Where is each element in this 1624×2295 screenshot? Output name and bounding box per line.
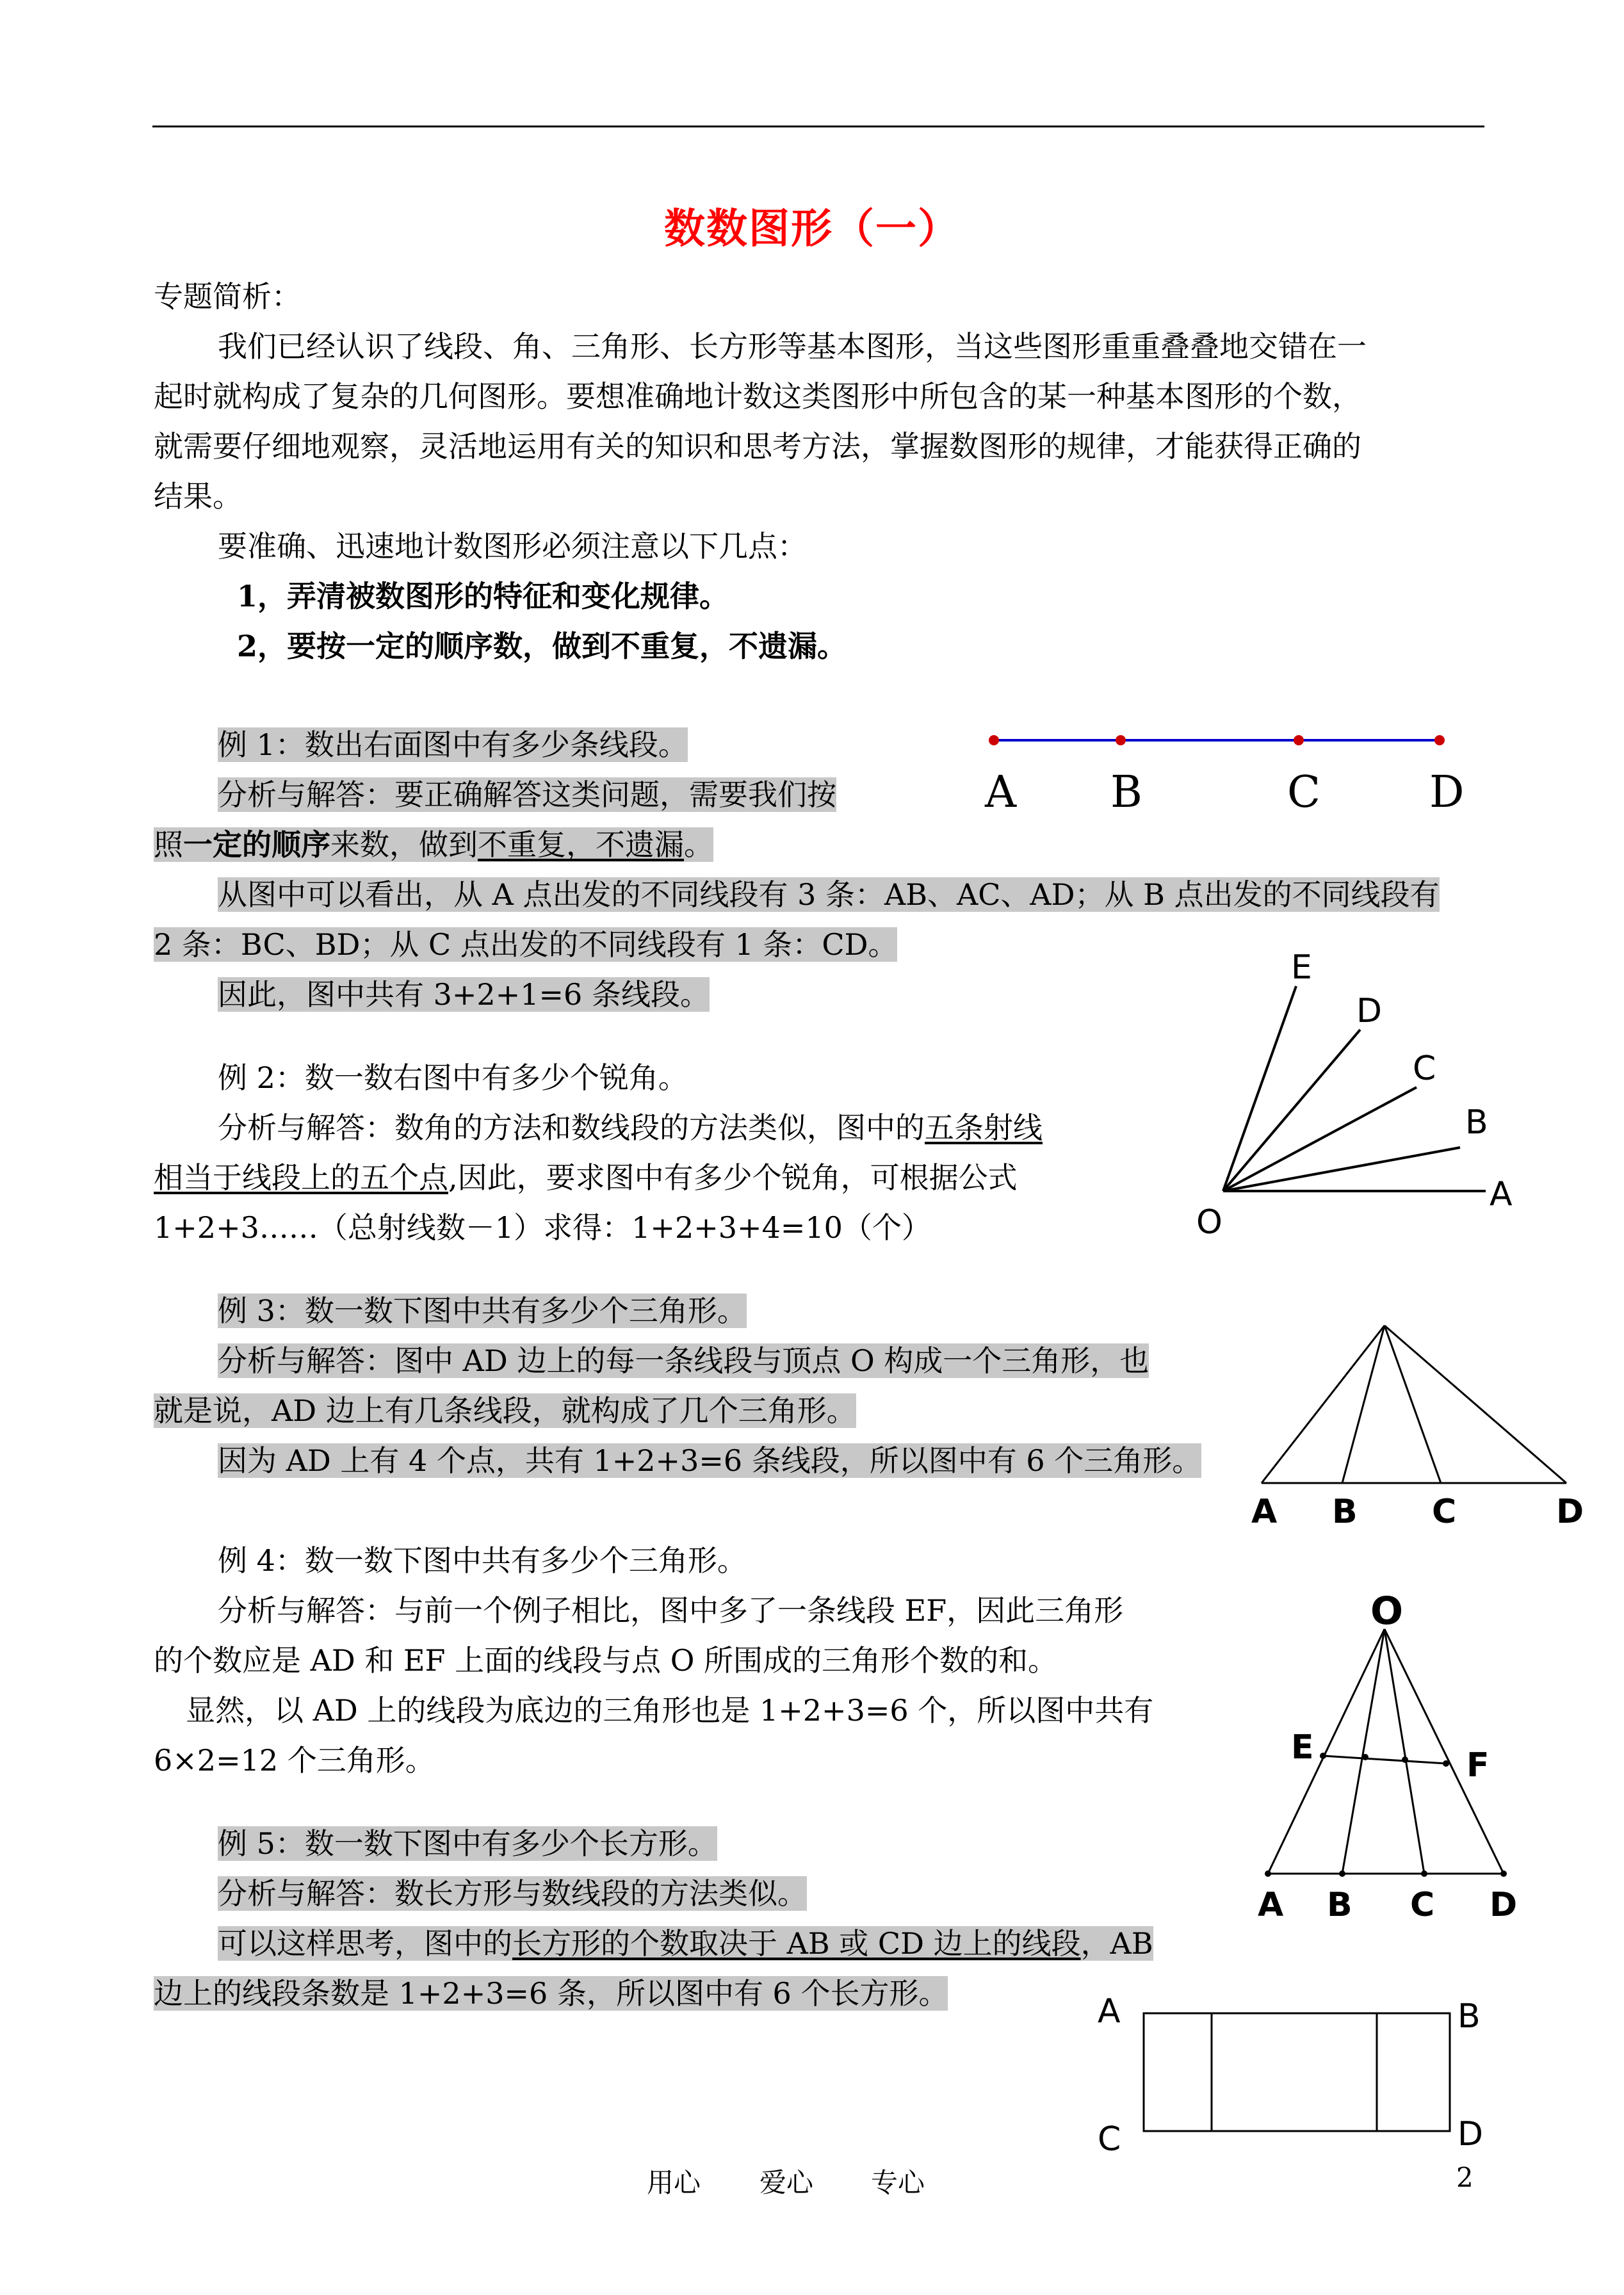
footer-motto-3: 专心	[871, 2167, 925, 2198]
ex4-question: 例 4：数一数下图中共有多少个三角形。	[218, 1543, 747, 1578]
intro-line-2: 起时就构成了复杂的几何图形。要想准确地计数这类图形中所包含的某一种基本图形的个数，	[154, 379, 1361, 414]
page-title: 数数图形（一）	[664, 205, 960, 253]
ex4-answer-line-2: 的个数应是 AD 和 EF 上面的线段与点 O 所围成的三角形个数的和。	[154, 1643, 1058, 1678]
ex3-question: 例 3：数一数下图中共有多少个三角形。	[218, 1293, 747, 1328]
label-b: B	[1332, 1493, 1358, 1531]
label-d: D	[1556, 1493, 1584, 1531]
point-a	[989, 735, 999, 745]
ex2-answer-line-3: 1+2+3……（总射线数－1）求得：1+2+3+4=10（个）	[154, 1210, 931, 1245]
ex1-question: 例 1：数出右面图中有多少条线段。	[218, 727, 688, 762]
ex3-answer-line-1: 分析与解答：图中 AD 边上的每一条线段与顶点 O 构成一个三角形，也	[218, 1343, 1149, 1378]
label-b: B	[1327, 1886, 1352, 1924]
label-f: F	[1466, 1746, 1490, 1785]
intro-line-1: 我们已经认识了线段、角、三角形、长方形等基本图形，当这些图形重重叠叠地交错在一	[218, 329, 1367, 364]
intro-heading: 专题简析：	[154, 279, 301, 314]
label-b: B	[1110, 767, 1142, 818]
label-c: C	[1432, 1493, 1457, 1531]
label-a: A	[1251, 1493, 1278, 1531]
label-c: C	[1413, 1050, 1436, 1088]
intro-line-4: 结果。	[154, 479, 242, 514]
header-rule	[152, 126, 1484, 127]
label-b: B	[1465, 1103, 1488, 1142]
intro-line-3: 就需要仔细地观察，灵活地运用有关的知识和思考方法，掌握数图形的规律，才能获得正确的	[154, 429, 1361, 464]
ex1-segment-figure	[961, 724, 1473, 820]
label-e: E	[1291, 948, 1312, 987]
footer-motto-2: 爱心	[759, 2167, 814, 2198]
point-b	[1116, 735, 1126, 745]
label-a: A	[1490, 1175, 1513, 1213]
ex5-question: 例 5：数一数下图中有多少个长方形。	[218, 1826, 717, 1861]
ex3-triangle-figure	[1242, 1319, 1588, 1530]
ex1-answer-line-2: 照一定的顺序来数，做到不重复，不遗漏。	[154, 827, 713, 862]
intro-point-1: 1，弄清被数图形的特征和变化规律。	[237, 579, 729, 613]
ex5-answer-line-2: 可以这样思考，图中的长方形的个数取决于 AB 或 CD 边上的线段，AB	[218, 1926, 1153, 1961]
point-c	[1294, 735, 1304, 745]
ex3-answer-line-3: 因为 AD 上有 4 个点，共有 1+2+3=6 条线段，所以图中有 6 个三角形。	[218, 1443, 1202, 1478]
ex2-answer-line-1: 分析与解答：数角的方法和数线段的方法类似，图中的五条射线	[218, 1110, 1043, 1145]
label-e: E	[1291, 1728, 1314, 1767]
label-c: C	[1410, 1886, 1435, 1924]
intro-notes: 要准确、迅速地计数图形必须注意以下几点：	[218, 529, 807, 564]
label-c: C	[1098, 2120, 1121, 2159]
ex2-answer-line-2: 相当于线段上的五个点,因此，要求图中有多少个锐角，可根据公式	[154, 1160, 1018, 1195]
ex2-question: 例 2：数一数右图中有多少个锐角。	[218, 1060, 688, 1095]
footer-motto-1: 用心	[647, 2167, 701, 2198]
ex1-answer-line-3: 从图中可以看出，从 A 点出发的不同线段有 3 条：AB、AC、AD；从 B 点出发的不同线段有	[218, 877, 1440, 912]
label-d: D	[1490, 1886, 1518, 1924]
ex1-answer-line-5: 因此，图中共有 3+2+1=6 条线段。	[218, 977, 710, 1012]
ex4-answer-line-3: 显然，以 AD 上的线段为底边的三角形也是 1+2+3=6 个，所以图中共有	[186, 1693, 1154, 1728]
ex5-answer-line-1: 分析与解答：数长方形与数线段的方法类似。	[218, 1876, 807, 1911]
label-c: C	[1287, 767, 1321, 818]
label-a: A	[985, 767, 1017, 818]
label-b: B	[1458, 1997, 1481, 2036]
page-number: 2	[1456, 2162, 1474, 2193]
ex4-answer-line-1: 分析与解答：与前一个例子相比，图中多了一条线段 EF，因此三角形	[218, 1593, 1124, 1628]
label-o: O	[1196, 1203, 1222, 1242]
label-d: D	[1458, 2115, 1484, 2153]
label-d: D	[1356, 992, 1383, 1030]
ex3-answer-line-2: 就是说，AD 边上有几条线段，就构成了几个三角形。	[154, 1393, 856, 1428]
label-d: D	[1429, 767, 1465, 818]
point-d	[1434, 735, 1445, 745]
label-a: A	[1098, 1992, 1121, 2031]
intro-point-2: 2，要按一定的顺序数，做到不重复，不遗漏。	[237, 629, 847, 663]
ex1-answer-line-4: 2 条：BC、BD；从 C 点出发的不同线段有 1 条：CD。	[154, 927, 898, 962]
label-a: A	[1258, 1886, 1284, 1924]
ex1-answer-line-1: 分析与解答：要正确解答这类问题，需要我们按	[218, 777, 836, 812]
ex4-triangle-figure	[1242, 1588, 1588, 1924]
ex4-answer-line-4: 6×2=12 个三角形。	[154, 1743, 435, 1778]
ex5-rectangle-figure	[1082, 1985, 1505, 2158]
ex2-angle-figure	[1178, 948, 1524, 1249]
label-o: O	[1370, 1589, 1404, 1634]
ex5-answer-line-3: 边上的线段条数是 1+2+3=6 条，所以图中有 6 个长方形。	[154, 1976, 948, 2011]
